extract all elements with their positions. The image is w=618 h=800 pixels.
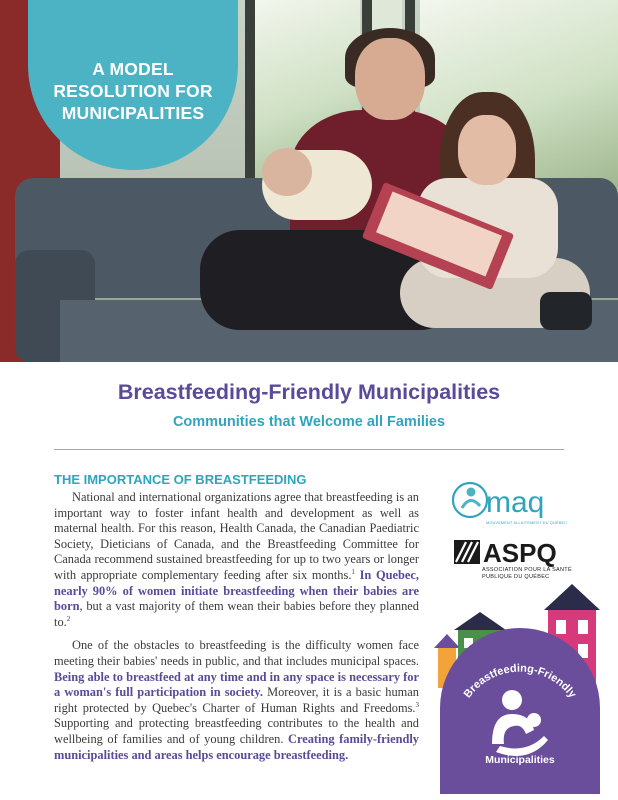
aspq-wordmark: ASPQ	[483, 538, 557, 568]
maq-logo	[450, 478, 568, 524]
aspq-line: ASSOCIATION POUR LA SANTÉ	[482, 567, 572, 573]
badge-line: A MODEL	[92, 59, 174, 79]
highlight-text: In Quebec, nearly 90% of women initiate breastfeeding when their babies are born	[54, 567, 419, 614]
aspq-line: PUBLIQUE DU QUÉBEC	[482, 573, 550, 580]
mother-head	[355, 38, 425, 120]
highlight-text: Being able to breastfeed at any time and in any space is necessary for a woman's full participation in society.	[54, 669, 419, 700]
footnote-ref: 1	[351, 567, 355, 576]
aspq-mark-icon	[454, 540, 480, 564]
section-heading: THE IMPORTANCE OF BREASTFEEDING	[54, 472, 307, 487]
page-subtitle: Communities that Welcome all Families	[172, 414, 446, 430]
badge-line: RESOLUTION FOR	[53, 81, 213, 101]
footnote-ref: 3	[415, 700, 419, 709]
badge-arch	[440, 628, 600, 794]
maq-tagline: MOUVEMENT ALLAITEMENT DU QUÉBEC	[486, 521, 568, 525]
window-frame	[245, 0, 255, 200]
body-text	[54, 490, 419, 771]
badge-arc-text: Breastfeeding-Friendly	[461, 662, 579, 701]
baby-head	[262, 148, 312, 196]
paragraph-2	[54, 638, 419, 763]
maq-wordmark: maq	[486, 486, 545, 519]
footnote-ref: 2	[66, 614, 71, 623]
paragraph-1	[54, 490, 419, 630]
girl-face	[458, 115, 516, 185]
paragraph-text: National and international organizations agree that breastfeeding is an important way to foster infant health and development as well as maternal health. For this reason, Health Canada, the Canadian Paediatric Society, Dieticians of Canada, and the Breastfeeding Committee for Canada recommend sustained breastfeeding for up to two years or longer with appropriate complementary feeding after six months.	[54, 490, 419, 582]
highlight-text: Creating family-friendly municipalities and areas helps encourage breastfeeding.	[54, 731, 419, 762]
badge-text	[28, 58, 238, 124]
divider	[54, 449, 564, 450]
hero-photo	[0, 0, 618, 362]
paragraph-text: Supporting and protecting breastfeeding contributes to the health and wellbeing of families and of young children.	[54, 716, 419, 746]
girl-shoe	[540, 292, 592, 330]
page-title: Breastfeeding-Friendly Municipalities	[117, 380, 501, 404]
paragraph-text: One of the obstacles to breastfeeding is the difficulty women face meeting their babies' needs in public, and that includes municipal spaces.	[54, 638, 419, 668]
badge-bottom-text: Municipalities	[485, 754, 555, 766]
paragraph-text: Moreover, it is a basic human right protected by Quebec's Charter of Human Rights and Freedoms.	[54, 685, 419, 715]
paragraph-text: , but a vast majority of them wean their babies before they planned to.	[54, 599, 419, 629]
badge-line: MUNICIPALITIES	[61, 103, 205, 123]
